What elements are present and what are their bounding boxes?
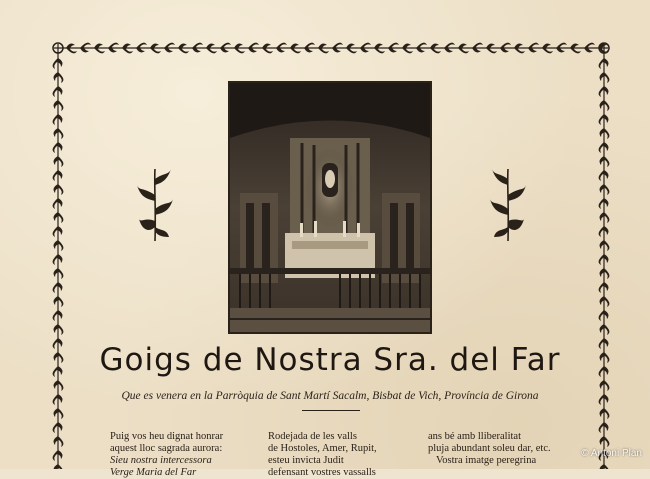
- verse-column-2: [268, 431, 377, 479]
- verse-line: aquest lloc sagrada aurora:: [110, 443, 223, 454]
- verse-line: defensant vostres vassalls: [268, 467, 376, 478]
- divider: [302, 410, 360, 411]
- verse-line: Sieu nostra intercessora: [110, 455, 212, 466]
- verse-line: Verge Maria del Far: [110, 467, 197, 478]
- subtitle: Que es venera en la Parròquia de Sant Martí Sacalm, Bisbat de Vich, Província de Girona: [121, 390, 539, 402]
- verse-line: ans bé amb lliberalitat: [428, 431, 522, 442]
- copyright-watermark: © Antoni Plan: [581, 448, 642, 459]
- verse-line: pluja abundant soleu dar, etc.: [428, 443, 551, 454]
- right-fleuron-icon: [490, 165, 526, 245]
- left-fleuron-icon: [137, 165, 173, 245]
- page-title: Goigs de Nostra Sra. del Far: [99, 342, 561, 378]
- verse-line: Puig vos heu dignat honrar: [110, 431, 224, 442]
- verse-line: Rodejada de les valls: [268, 431, 357, 442]
- verse-column-3: [428, 431, 551, 479]
- verse-line: Vostra imatge peregrina: [436, 455, 537, 466]
- altar-photograph: [228, 81, 432, 334]
- verse-column-1: [110, 431, 223, 479]
- verse-line: de Hostoles, Amer, Rupit,: [268, 443, 377, 454]
- verse-line: esteu invicta Judit: [268, 455, 344, 466]
